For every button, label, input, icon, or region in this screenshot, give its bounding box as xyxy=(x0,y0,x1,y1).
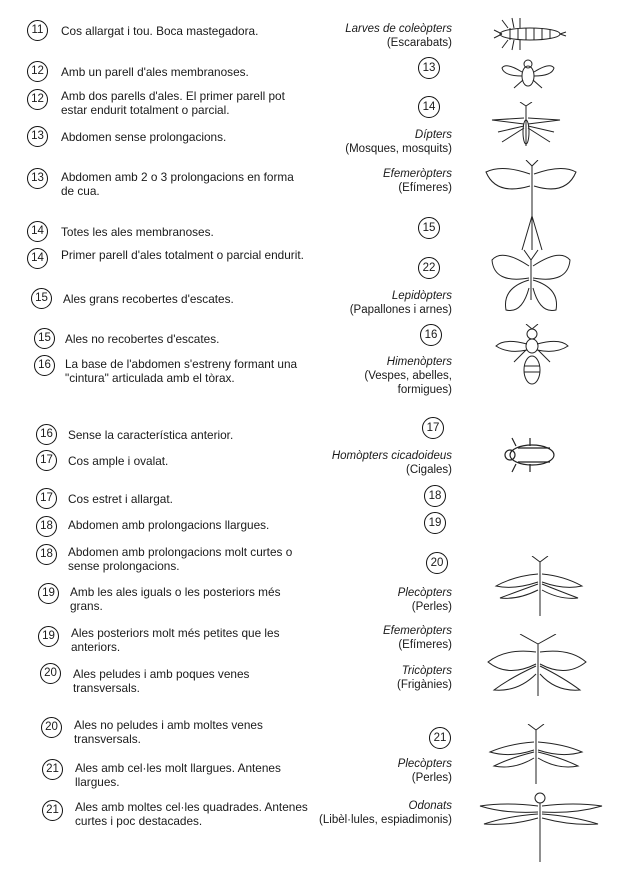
stonefly-icon xyxy=(494,556,584,620)
entry-number: 21 xyxy=(42,759,63,780)
entry-text: Ales peludes i amb poques venes transversals. xyxy=(73,667,250,695)
stonefly-icon xyxy=(486,724,586,786)
entry-number: 12 xyxy=(27,61,48,82)
taxon-name: Plecòpters xyxy=(397,587,452,599)
beetle-larva-icon xyxy=(488,12,568,54)
taxon-label xyxy=(282,128,452,156)
next-step-ref: 17 xyxy=(422,417,444,439)
next-step-ref: 14 xyxy=(418,96,440,118)
entry-number: 13 xyxy=(27,168,48,189)
entry-text: La base de l'abdomen s'estreny formant una "cintura" articulada amb el tòrax. xyxy=(65,357,298,385)
taxon-label xyxy=(362,355,452,397)
entry-number: 11 xyxy=(27,20,48,41)
next-step-ref: 18 xyxy=(424,485,446,507)
next-step-ref: 21 xyxy=(429,727,451,749)
entry-text: Cos allargat i tou. Boca mastegadora. xyxy=(61,24,259,38)
caddisfly-icon xyxy=(484,634,590,704)
taxon-name: Homòpters cicadoideus xyxy=(331,450,452,462)
taxon-common-name: (Escarabats) xyxy=(386,37,452,49)
entry-number: 21 xyxy=(42,800,63,821)
entry-text: Ales no recobertes d'escates. xyxy=(65,332,220,346)
wasp-icon xyxy=(490,324,574,394)
entry-text: Abdomen amb prolongacions llargues. xyxy=(68,518,270,532)
entry-text: Abdomen sense prolongacions. xyxy=(61,130,227,144)
taxon-name: Efemeròpters xyxy=(382,168,452,180)
taxon-name: Himenòpters xyxy=(386,356,452,368)
entry-number: 14 xyxy=(27,221,48,242)
entry-number: 19 xyxy=(38,583,59,604)
butterfly-icon xyxy=(488,248,574,322)
entry-number: 15 xyxy=(31,288,52,309)
entry-text: Amb dos parells d'ales. El primer parell pot estar endurit totalment o parcial. xyxy=(61,89,285,117)
taxon-name: Lepidòpters xyxy=(391,290,452,302)
entry-number: 13 xyxy=(27,126,48,147)
entry-text: Ales posteriors molt més petites que les anteriors. xyxy=(71,626,280,654)
taxon-common-name: (Frigànies) xyxy=(397,679,452,691)
taxon-label xyxy=(282,449,452,477)
entry-text: Amb les ales iguals o les posteriors més grans. xyxy=(70,585,281,613)
entry-text: Ales amb cel·les molt llargues. Antenes llargues. xyxy=(75,761,281,789)
entry-text: Amb un parell d'ales membranoses. xyxy=(61,65,249,79)
taxon-label xyxy=(282,664,452,692)
entry-text: Ales grans recobertes d'escates. xyxy=(63,292,234,306)
entry-text: Abdomen amb 2 o 3 prolongacions en forma de cua. xyxy=(61,170,294,198)
entry-text: Ales amb moltes cel·les quadrades. Antenes curtes i poc destacades. xyxy=(75,800,308,828)
dragonfly-icon xyxy=(476,790,606,864)
next-step-ref: 19 xyxy=(424,512,446,534)
taxon-label xyxy=(282,167,452,195)
entry-text: Sense la característica anterior. xyxy=(68,428,234,442)
mayfly-icon xyxy=(482,160,578,252)
taxon-name: Efemeròpters xyxy=(382,625,452,637)
taxon-common-name: (Efímeres) xyxy=(398,639,452,651)
next-step-ref: 22 xyxy=(418,257,440,279)
entry-number: 19 xyxy=(38,626,59,647)
taxon-label xyxy=(282,799,452,827)
mosquito-icon xyxy=(488,102,564,152)
taxon-common-name: (Mosques, mosquits) xyxy=(345,143,452,155)
next-step-ref: 15 xyxy=(418,217,440,239)
entry-number: 14 xyxy=(27,248,48,269)
taxon-name: Tricòpters xyxy=(401,665,452,677)
entry-text: Totes les ales membranoses. xyxy=(61,225,214,239)
entry-text: Primer parell d'ales totalment o parcial endurit. xyxy=(61,248,304,262)
taxon-common-name: (Efímeres) xyxy=(398,182,452,194)
entry-text: Cos ample i ovalat. xyxy=(68,454,169,468)
taxon-common-name: (Vespes, abelles, formigues) xyxy=(364,370,452,396)
entry-number: 12 xyxy=(27,89,48,110)
taxon-name: Dípters xyxy=(414,129,452,141)
taxon-label xyxy=(282,289,452,317)
taxon-common-name: (Perles) xyxy=(411,772,452,784)
entry-number: 18 xyxy=(36,516,57,537)
next-step-ref: 20 xyxy=(426,552,448,574)
taxon-common-name: (Papallones i arnes) xyxy=(349,304,452,316)
taxon-name: Odonats xyxy=(408,800,452,812)
entry-text: Ales no peludes i amb moltes venes transversals. xyxy=(74,718,263,746)
taxon-common-name: (Cigales) xyxy=(405,464,452,476)
entry-number: 16 xyxy=(34,355,55,376)
entry-number: 16 xyxy=(36,424,57,445)
taxon-label xyxy=(282,624,452,652)
entry-number: 20 xyxy=(40,663,61,684)
cicada-icon xyxy=(500,436,560,474)
taxon-common-name: (Libèl·lules, espiadimonis) xyxy=(319,814,452,826)
taxon-common-name: (Perles) xyxy=(411,601,452,613)
entry-number: 18 xyxy=(36,544,57,565)
next-step-ref: 16 xyxy=(420,324,442,346)
entry-number: 20 xyxy=(41,717,62,738)
entry-number: 17 xyxy=(36,450,57,471)
taxon-label xyxy=(282,586,452,614)
entry-number: 15 xyxy=(34,328,55,349)
fly-icon xyxy=(498,56,558,90)
taxon-name: Plecòpters xyxy=(397,758,452,770)
taxon-name: Larves de coleòpters xyxy=(345,23,452,35)
entry-number: 17 xyxy=(36,488,57,509)
taxon-label xyxy=(282,757,452,785)
entry-text: Abdomen amb prolongacions molt curtes o sense prolongacions. xyxy=(68,545,293,573)
next-step-ref: 13 xyxy=(418,57,440,79)
entry-text: Cos estret i allargat. xyxy=(68,492,173,506)
taxon-label xyxy=(282,22,452,50)
